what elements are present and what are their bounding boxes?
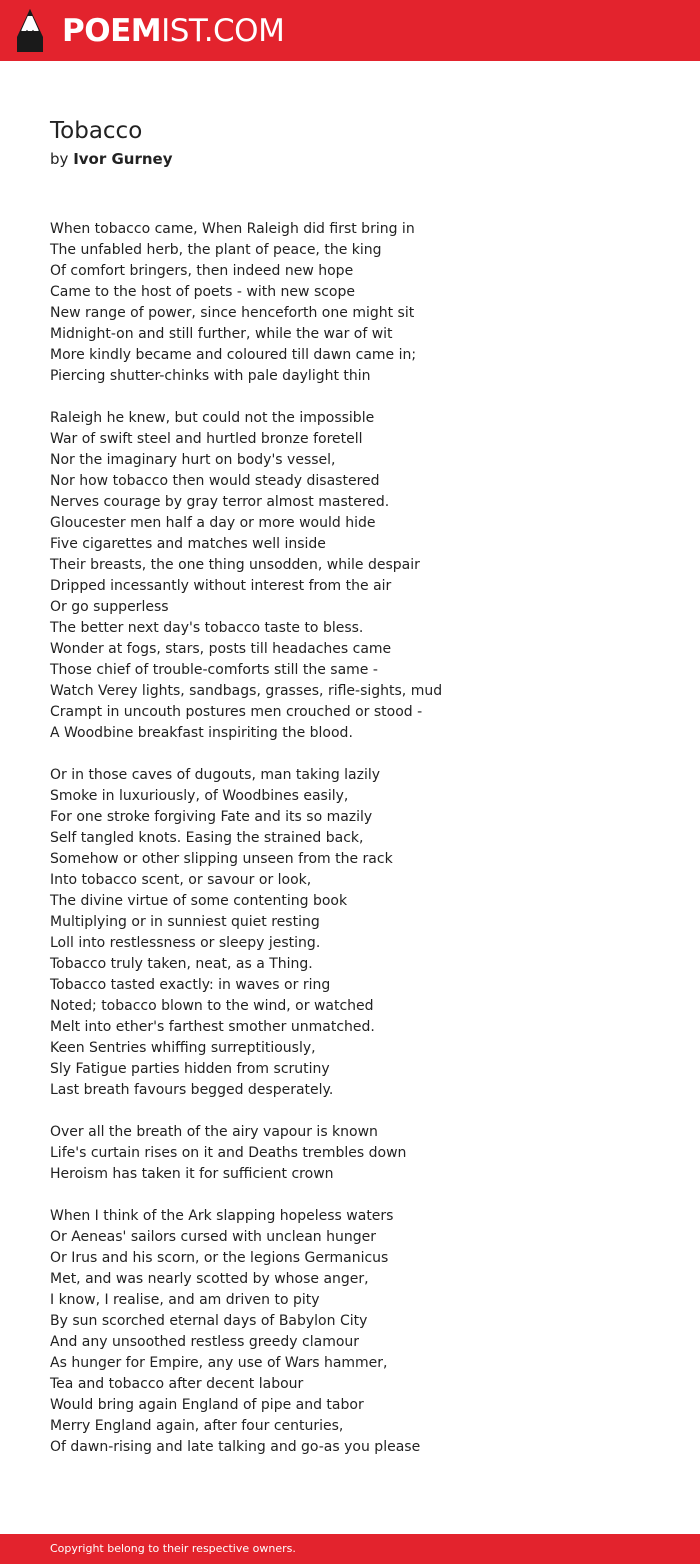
poem-line: Gloucester men half a day or more would hide bbox=[50, 515, 376, 531]
poem-line: Wonder at fogs, stars, posts till headaches came bbox=[50, 641, 392, 657]
poem-line: Sly Fatigue parties hidden from scrutiny bbox=[50, 1061, 330, 1077]
poem-line: The divine virtue of some contenting book bbox=[50, 893, 348, 909]
byline bbox=[50, 148, 173, 170]
poem-line: Raleigh he knew, but could not the impossible bbox=[50, 410, 375, 426]
logo-text-bold: POEM bbox=[62, 13, 162, 49]
poem-line: Life's curtain rises on it and Deaths trembles down bbox=[50, 1145, 407, 1161]
poem-line: Their breasts, the one thing unsodden, while despair bbox=[50, 557, 420, 573]
poem-line: Nor how tobacco then would steady disastered bbox=[50, 473, 380, 489]
poem-line: Merry England again, after four centuries, bbox=[50, 1418, 344, 1434]
author-name[interactable]: Ivor Gurney bbox=[73, 150, 173, 168]
pencil-tip-icon[interactable] bbox=[17, 9, 43, 52]
poem-stanza bbox=[50, 765, 670, 1101]
poem-line: Nor the imaginary hurt on body's vessel, bbox=[50, 452, 336, 468]
poem-line: Came to the host of poets - with new scope bbox=[50, 284, 355, 300]
poem-line: Dripped incessantly without interest from the air bbox=[50, 578, 392, 594]
site-header bbox=[0, 0, 700, 61]
poem-line: Into tobacco scent, or savour or look, bbox=[50, 872, 312, 888]
poem-line: Tobacco truly taken, neat, as a Thing. bbox=[50, 956, 313, 972]
poem-line: Multiplying or in sunniest quiet resting bbox=[50, 914, 320, 930]
poem-line: Or in those caves of dugouts, man taking lazily bbox=[50, 767, 381, 783]
poem-line: War of swift steel and hurtled bronze foretell bbox=[50, 431, 363, 447]
poem-line: More kindly became and coloured till dawn came in; bbox=[50, 347, 417, 363]
poem-line: Melt into ether's farthest smother unmatched. bbox=[50, 1019, 375, 1035]
poem-line: Loll into restlessness or sleepy jesting. bbox=[50, 935, 321, 951]
poem-line: Piercing shutter-chinks with pale daylight thin bbox=[50, 368, 371, 384]
poem-line: Met, and was nearly scotted by whose anger, bbox=[50, 1271, 369, 1287]
poem-line: Or go supperless bbox=[50, 599, 169, 615]
poem-line: Self tangled knots. Easing the strained back, bbox=[50, 830, 364, 846]
poem-line: Over all the breath of the airy vapour is known bbox=[50, 1124, 378, 1140]
copyright-text: Copyright belong to their respective owners. bbox=[50, 1542, 296, 1555]
site-footer bbox=[0, 1534, 700, 1564]
poem-line: New range of power, since henceforth one might sit bbox=[50, 305, 415, 321]
poem-line: Of comfort bringers, then indeed new hope bbox=[50, 263, 354, 279]
poem-stanza bbox=[50, 1122, 670, 1185]
poem-line: Smoke in luxuriously, of Woodbines easily, bbox=[50, 788, 349, 804]
poem-body bbox=[50, 219, 670, 1479]
poem-line: Keen Sentries whiffing surreptitiously, bbox=[50, 1040, 316, 1056]
poem-line: Tobacco tasted exactly: in waves or ring bbox=[50, 977, 331, 993]
poem-line: Or Aeneas' sailors cursed with unclean hunger bbox=[50, 1229, 376, 1245]
poem-title: Tobacco bbox=[50, 118, 143, 144]
poem-line: Nerves courage by gray terror almost mastered. bbox=[50, 494, 390, 510]
poem-line: I know, I realise, and am driven to pity bbox=[50, 1292, 320, 1308]
poem-line: When tobacco came, When Raleigh did first bring in bbox=[50, 221, 415, 237]
poem-line: Midnight-on and still further, while the war of wit bbox=[50, 326, 393, 342]
poem-line: Of dawn-rising and late talking and go-as you please bbox=[50, 1439, 421, 1455]
poem-line: The unfabled herb, the plant of peace, the king bbox=[50, 242, 382, 258]
poem-line: Watch Verey lights, sandbags, grasses, rifle-sights, mud bbox=[50, 683, 443, 699]
poem-line: Somehow or other slipping unseen from the rack bbox=[50, 851, 393, 867]
poem-line: Would bring again England of pipe and tabor bbox=[50, 1397, 364, 1413]
logo-text-light: IST.COM bbox=[161, 13, 285, 49]
poem-stanza bbox=[50, 1206, 670, 1458]
poem-line: Or Irus and his scorn, or the legions Germanicus bbox=[50, 1250, 389, 1266]
poem-line: For one stroke forgiving Fate and its so mazily bbox=[50, 809, 373, 825]
poem-line: And any unsoothed restless greedy clamour bbox=[50, 1334, 360, 1350]
poem-line: Heroism has taken it for sufficient crown bbox=[50, 1166, 334, 1182]
poem-line: Last breath favours begged desperately. bbox=[50, 1082, 334, 1098]
poem-line: As hunger for Empire, any use of Wars hammer, bbox=[50, 1355, 388, 1371]
by-label: by bbox=[50, 150, 69, 168]
poem-line: A Woodbine breakfast inspiriting the blood. bbox=[50, 725, 353, 741]
poem-line: Noted; tobacco blown to the wind, or watched bbox=[50, 998, 374, 1014]
poem-stanza bbox=[50, 219, 670, 387]
poem-line: Five cigarettes and matches well inside bbox=[50, 536, 326, 552]
poem-line: Crampt in uncouth postures men crouched or stood - bbox=[50, 704, 423, 720]
poem-stanza bbox=[50, 408, 670, 744]
site-logo[interactable] bbox=[62, 13, 284, 49]
poem-line: The better next day's tobacco taste to bless. bbox=[50, 620, 364, 636]
poem-line: When I think of the Ark slapping hopeless waters bbox=[50, 1208, 394, 1224]
poem-line: Those chief of trouble-comforts still the same - bbox=[50, 662, 378, 678]
poem-line: Tea and tobacco after decent labour bbox=[50, 1376, 304, 1392]
poem-line: By sun scorched eternal days of Babylon City bbox=[50, 1313, 368, 1329]
